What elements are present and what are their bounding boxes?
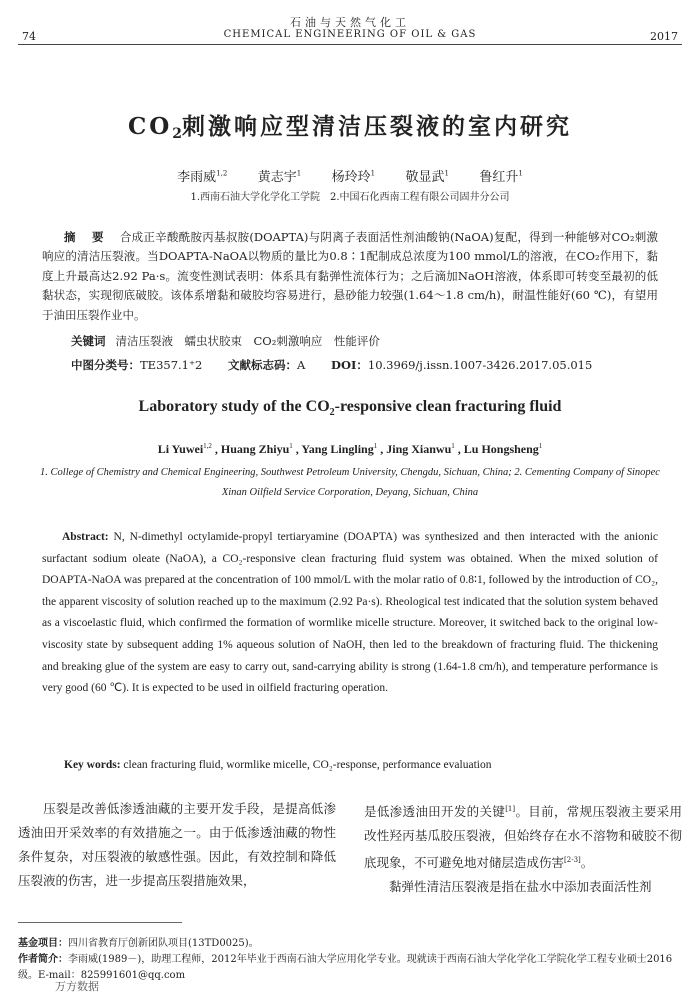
classification-row: 中图分类号：TE357.1⁺2 文献标志码：A DOI：10.3969/j.issn.1007-3426.2017.05.015 [71, 358, 593, 372]
author-bio: 作者简介：李雨威(1989－)，助理工程师，2012年毕业于西南石油大学应用化学专业。现就读于西南石油大学化学化工学院化学工程专业硕士2016级。E-mail：825991601@qq.com [18, 954, 673, 981]
document-code: A [297, 358, 306, 372]
wanfang-watermark: 万方数据 [55, 980, 99, 993]
body-column-left: 压裂是改善低渗透油藏的主要开发手段，是提高低渗透油田开采效率的有效措施之一。由于低渗透油藏的物性条件复杂，对压裂液的敏感性强。因此，有效控制和降低压裂液的伤害，进一步提高压裂措施效果， [18, 801, 336, 888]
paper-title-en: Laboratory study of the $CO_2$-responsive clean fracturing fluid [138, 398, 562, 419]
author-en: Huang Zhiyu$^1$ [220, 442, 293, 456]
abstract-en: Abstract: N, N-dimethyl octylamide-propyl tertiaryamine (DOAPTA) was synthesized and then interacted with the anionic surfactant sodium oleate (NaOA), a CO₂-responsive clean fracturing fluid system was obtained. When the mixed solution of DOAPTA-NaOA was prepared at the concentration of 100 mmol/L with the molar ratio of 0.8∶1, followed by the introduction of CO₂, the apparent viscosity of solution reached up to the maximum (2.92 Pa·s). Rheological test indicated that the solution system behaved as a viscoelastic fluid, which confirmed the formation of wormlike micelle structure. Moreover, it switched back to the original low-viscosity state by subsequent adding 1% aqueous solution of NaOH, then led to the breakdown of fracturing fluid. The thickening and breaking glue of the system are easy to carry out, sand-carrying ability is strong (1.64-1.8 cm/h), and temperature performance is very good (60 ℃). It is expected to be used in oilfield fracturing operation. [42, 531, 658, 695]
page-number: 74 [22, 30, 36, 43]
affiliation-cn: 1.西南石油大学化学化工学院 2.中国石化西南工程有限公司固井分公司 [190, 192, 510, 203]
journal-title-en: CHEMICAL ENGINEERING OF OIL & GAS [223, 29, 477, 40]
header-divider [18, 44, 682, 45]
author-cn: 鲁红升$^1$ [479, 169, 523, 185]
clc-number: TE357.1⁺2 [140, 358, 203, 372]
keywords-cn: 关键词 清洁压裂液 蠕虫状胶束 CO₂刺激响应 性能评价 [71, 334, 380, 348]
author-cn: 敬显武$^1$ [405, 169, 449, 185]
author-en: Li Yuwei$^{1,2}$ [157, 442, 212, 456]
author-cn: 黄志宇$^1$ [257, 169, 302, 185]
journal-title-cn: 石油与天然气化工 [290, 16, 410, 29]
doi[interactable]: 10.3969/j.issn.1007-3426.2017.05.015 [367, 358, 593, 372]
author-list-cn [0, 166, 700, 185]
citation-ref[interactable]: [2-3] [564, 856, 581, 865]
author-en: Jing Xianwu$^1$ [386, 442, 455, 456]
author-cn: 李雨威$^{1,2}$ [177, 169, 228, 185]
publication-year: 2017 [650, 30, 678, 43]
body-column-right: 是低渗透油田开发的关键[1]。目前，常规压裂液主要采用改性羟丙基瓜胶压裂液，但始终存在水不溶物和破胶不彻底现象，不可避免地对储层造成伤害[2-3]。 黏弹性清洁压裂液是指在盐水中添加表面活性剂 [364, 804, 682, 895]
citation-ref[interactable]: [1] [505, 805, 516, 813]
paper-title-cn: $CO_2$刺激响应型清洁压裂液的室内研究 [127, 113, 573, 142]
keywords-en: Key words: clean fracturing fluid, wormlike micelle, CO₂-response, performance evaluation [64, 759, 492, 771]
abstract-cn: 摘 要 合成正辛酸酰胺丙基叔胺(DOAPTA)与阴离子表面活性剂油酸钠(NaOA)复配，得到一种能够对CO₂刺激响应的清洁压裂液。当DOAPTA-NaOA以物质的量比为0.8∶1配制成总浓度为100 mmol/L的溶液，在CO₂作用下，黏度上升最高达2.92 Pa·s。流变性测试表明：体系具有黏弹性流体行为；之后滴加NaOH溶液，体系即可转变至最初的低黏状态，实现彻底破胶。该体系增黏和破胶均容易进行，悬砂能力较强(1.64～1.8 cm/h)，耐温性能好(60 ℃)，有望用于油田压裂作业中。 [42, 230, 659, 322]
author-list-en: Li Yuwei$^{1,2}$ , Huang Zhiyu$^1$ , Yang Lingling$^1$ , Jing Xianwu$^1$ , Lu Hongsheng$^1$ [157, 442, 543, 456]
footnote-divider [18, 922, 182, 923]
funding-note: 基金项目：四川省教育厅创新团队项目(13TD0025)。 [18, 938, 259, 949]
author-en: Yang Lingling$^1$ [301, 442, 378, 456]
affiliation-en: 1. College of Chemistry and Chemical Engineering, Southwest Petroleum University, Chengdu, Sichuan, China; 2. Cementing Company of Sinopec Xinan Oilfield Service Corporation, Deyang, Sichuan, China [40, 467, 660, 498]
author-en: Lu Hongsheng$^1$ [463, 442, 543, 456]
footnotes [18, 936, 682, 984]
author-cn: 杨玲玲$^1$ [331, 169, 376, 185]
